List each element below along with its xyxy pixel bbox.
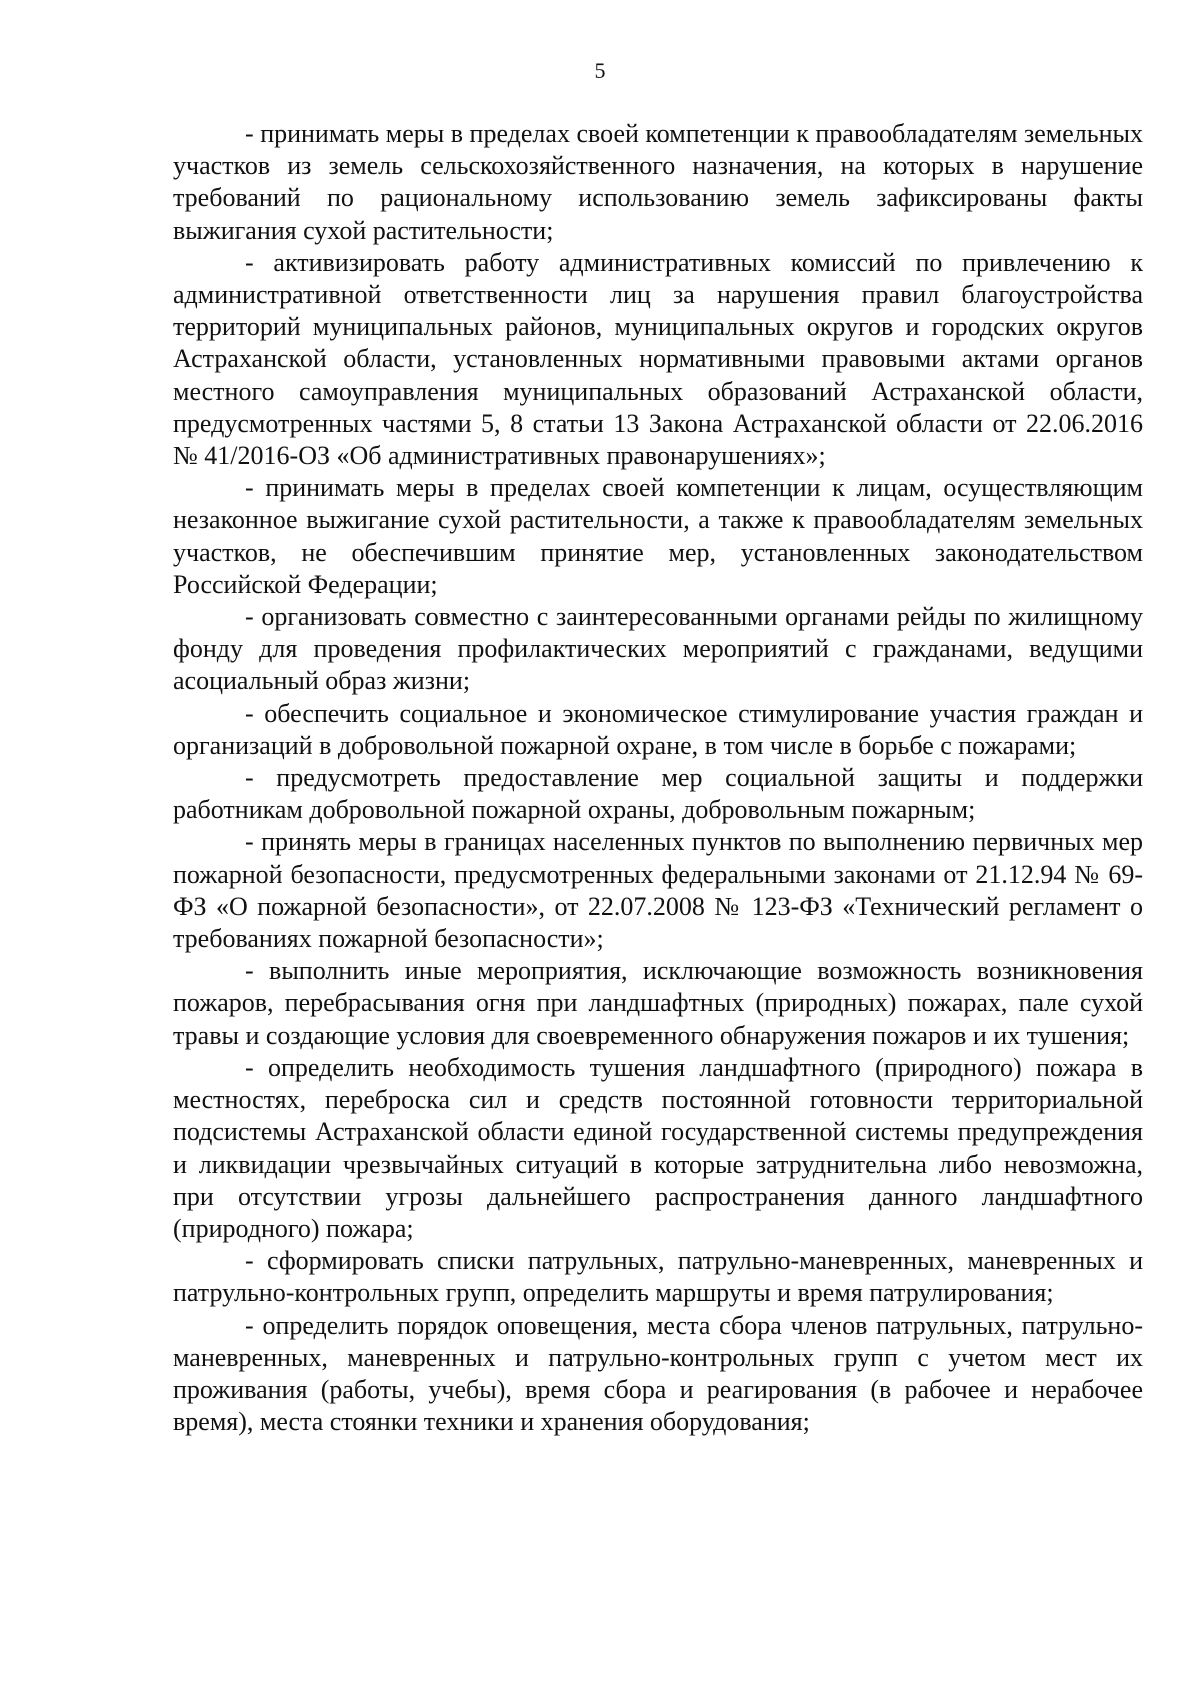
page-number: 5 [594, 58, 606, 83]
paragraph-7: - принять меры в границах населенных пунктов по выполнению первичных мер пожарной безопасности, предусмотренных федеральными законами от 21.12.94 № 69-ФЗ «О пожарной безопасности», от 22.07.2008 № 123-ФЗ «Технический регламент о требованиях пожарной безопасности»; [173, 827, 1143, 954]
paragraph-11: - определить порядок оповещения, места сбора членов патрульных, патрульно-маневренных, маневренных и патрульно-контрольных групп с учетом мест их проживания (работы, учебы), время сбора и реагирования (в рабочее и нерабочее время), места стоянки техники и хранения оборудования; [173, 1310, 1143, 1437]
paragraph-2: - активизировать работу административных комиссий по привлечению к административной ответственности лиц за нарушения правил благоустройства территорий муниципальных районов, муниципальных округов и городских округов Астраханской области, установленных нормативными правовыми актами органов местного самоуправления муниципальных образований Астраханской области, предусмотренных частями 5, 8 статьи 13 Закона Астраханской области от 22.06.2016 № 41/2016-ОЗ «Об административных правонарушениях»; [173, 247, 1143, 471]
paragraph-3: - принимать меры в пределах своей компетенции к лицам, осуществляющим незаконное выжигание сухой растительности, а также к правообладателям земельных участков, не обеспечившим принятие мер, установленных законодательством Российской Федерации; [173, 473, 1143, 599]
paragraph-4: - организовать совместно с заинтересованными органами рейды по жилищному фонду для проведения профилактических мероприятий с гражданами, ведущими асоциальный образ жизни; [173, 602, 1143, 696]
paragraph-9: - определить необходимость тушения ландшафтного (природного) пожара в местностях, переброска сил и средств постоянной готовности территориальной подсистемы Астраханской области единой государственной системы предупреждения и ликвидации чрезвычайных ситуаций в которые затруднительна либо невозможна, при отсутствии угрозы дальнейшего распространения данного ландшафтного (природного) пожара; [173, 1052, 1143, 1243]
paragraph-8: - выполнить иные мероприятия, исключающие возможность возникновения пожаров, перебрасывания огня при ландшафтных (природных) пожарах, пале сухой травы и создающие условия для своевременного обнаружения пожаров и их тушения; [173, 956, 1143, 1050]
paragraph-6: - предусмотреть предоставление мер социальной защиты и поддержки работникам добровольной пожарной охраны, добровольным пожарным; [173, 763, 1143, 825]
paragraph-1: - принимать меры в пределах своей компетенции к правообладателям земельных участков из земель сельскохозяйственного назначения, на которых в нарушение требований по рациональному использованию земель зафиксированы факты выжигания сухой растительности; [173, 119, 1143, 245]
paragraph-10: - сформировать списки патрульных, патрульно-маневренных, маневренных и патрульно-контрольных групп, определить маршруты и время патрулирования; [173, 1246, 1143, 1308]
document-body [173, 118, 1143, 1438]
paragraph-5: - обеспечить социальное и экономическое стимулирование участия граждан и организаций в добровольной пожарной охране, в том числе в борьбе с пожарами; [173, 698, 1143, 760]
